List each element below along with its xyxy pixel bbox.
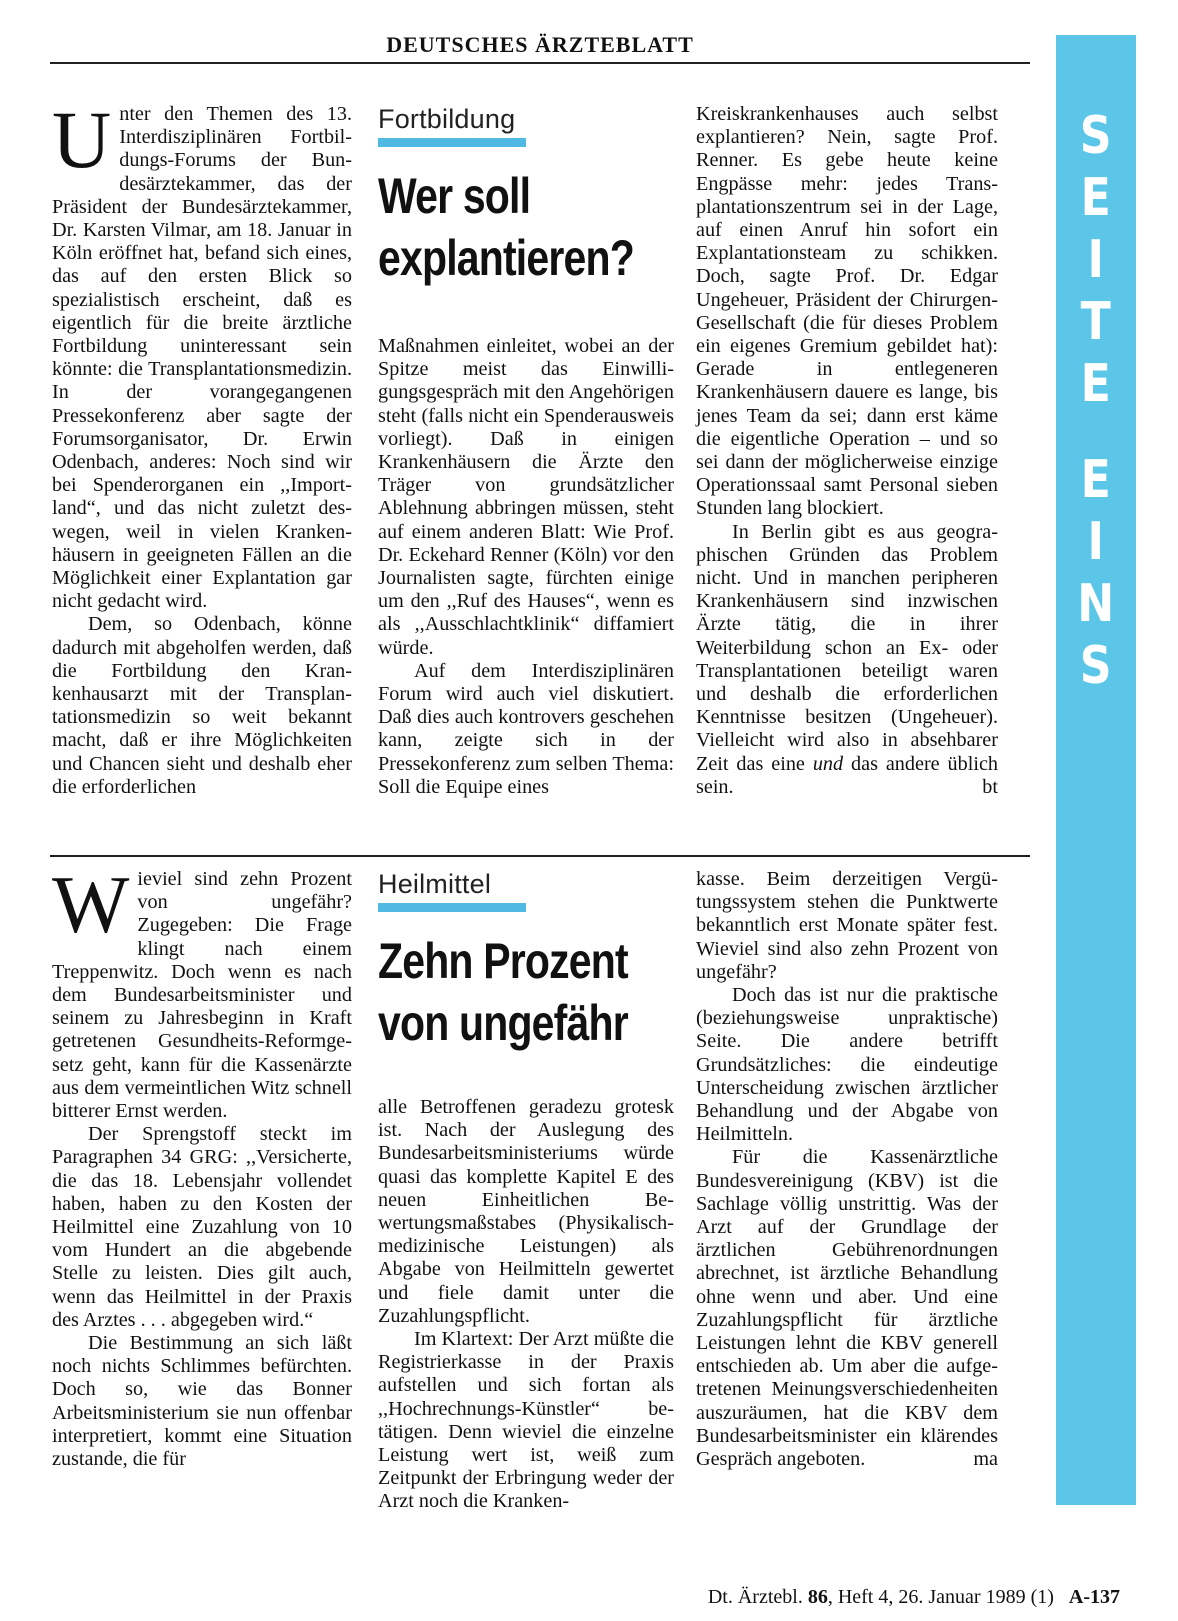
article1-column-1 — [52, 94, 352, 799]
sidebar-letter: I — [1087, 512, 1105, 572]
category-bar — [378, 903, 526, 912]
author-sign: bt — [982, 775, 998, 798]
sidebar-letter: T — [1080, 292, 1112, 352]
article-divider — [50, 855, 1030, 857]
article1-paragraph-5: Kreiskrankenhauses auch selbst explantieren? Nein, sagte Prof. Renner. Es gebe heute keine Engpässe mehr: jedes Transplantationszentrum sei in der Lage, auf einen Anruf hin sofort ein Explantationsteam zu schikken. Doch, sagte Prof. Dr. Edgar Ungeheuer, Präsident der Chirurgen-Gesellschaft (die für dieses Problem ein eigenes Gremium gebildet hat): Gerade in entlegeneren Krankenhäusern dauere es lange, bis jenes Team da sei; dann erst käme die eigentliche Operation – und so sei dann der möglicherweise einzige Operationssaal samt Personal sieben Stunden lang blockiert. — [696, 103, 998, 520]
article2-paragraph-1: Wieviel sind zehn Prozent von ungefähr? Zugegeben: Die Frage klingt nach einem Treppenwitz. Doch wenn es nach dem Bundesarbeitsminister und seinem zu Jahresbeginn in Kraft getretenen Gesundheits-Reformgesetz geht, kann für die Kassenärzte aus dem vermeintlichen Witz schnell bitterer Ernst werden. — [52, 859, 352, 1123]
article2-column-3 — [696, 868, 998, 1471]
category-bar — [378, 138, 526, 147]
article2-paragraph-6: kasse. Beim derzeitigen Vergütungssystem stehen die Punktwerte bekanntlich erst Monate später fest. Wieviel sind also zehn Prozent von ungefähr? — [696, 868, 998, 983]
sidebar-letter: E — [1080, 450, 1112, 510]
article1-category: Fortbildung — [378, 104, 516, 134]
article1-paragraph-6: In Berlin gibt es aus geographischen Gründen das Problem nicht. Und in manchen peripheren Krankenhäusern sind inzwischen Ärzte tätig, die in ihrer Weiterbildung schon an Ex- oder Transplantationen beteiligt waren und deshalb die erforderlichen Kenntnisse besitzen (Ungeheuer). Vielleicht wird also in absehbarer Zeit das eine und das andere üblich sein. bt — [696, 520, 999, 798]
dropcap: U — [52, 94, 112, 185]
article2-column-2 — [378, 868, 674, 1514]
page-footer: Dt. Ärztebl. 86, Heft 4, 26. Januar 1989 (1) A-137 — [707, 1586, 1120, 1608]
sidebar-letter: S — [1080, 106, 1112, 166]
article2-paragraph-3: Die Bestimmung an sich läßt noch nichts Schlimmes befürchten. Doch so, wie das Bonner Arbeitsministerium sie nun offenbar interpretiert, kommt eine Situation zustande, die für — [52, 1332, 352, 1471]
sidebar-letter: I — [1087, 230, 1105, 290]
sidebar-letter: E — [1080, 354, 1112, 414]
article1-paragraph-1: Unter den Themen des 13. Interdisziplinären Fortbildungs-Forums der Bundesärztekammer, das der Präsident der Bundesärztekammer, Dr. Karsten Vilmar, am 18. Januar in Köln eröffnet hat, befand sich eines, das auf den ersten Blick so spezialistisch erscheint, daß es eigentlich für die breite ärztliche Fortbildung uninteressant sein könnte: die Transplantationsmedizin. In der vorangegangenen Pressekonferenz aber sagte der Forumsorganisator, Dr. Erwin Odenbach, anderes: Noch sind wir bei Spenderorganen ein ,,Importland“, und das nicht zuletzt deswegen, weil in vielen Krankenhäusern in geeigneten Fällen an die Möglichkeit einer Explantation gar nicht gedacht wird. — [52, 94, 352, 613]
article2-headline: Zehn Prozent von ungefähr — [378, 933, 628, 1051]
article1-column-3 — [696, 103, 998, 799]
page-number: A-137 — [1068, 1586, 1120, 1608]
dropcap: W — [52, 859, 130, 950]
sidebar-letter: S — [1080, 636, 1112, 696]
article2-paragraph-5: Im Klartext: Der Arzt müßte die Registrierkasse in der Praxis aufstellen und sich fortan als ,,Hochrechnungs-Künstler“ betätigen. Denn wieviel die einzelne Leistung wert ist, weiß zum Zeitpunkt der Erbringung weder der Arzt noch die Kranken- — [378, 1328, 674, 1513]
article2-paragraph-4: alle Betroffenen geradezu grotesk ist. Nach der Auslegung des Bundesarbeitsministeriums würde quasi das komplette Kapitel E des neuen Einheitlichen Bewertungsmaßstabes (Physikalisch-medizinische Leistungen) als Abgabe von Heilmitteln gewertet und fiele damit unter die Zuzahlungspflicht. — [378, 1096, 674, 1327]
article2-paragraph-7: Doch das ist nur die praktische (beziehungsweise unpraktische) Seite. Die andere betrifft Grundsätzliches: die eindeutige Unterscheidung zwischen ärztlicher Behandlung und der Abgabe von Heilmitteln. — [696, 984, 998, 1146]
article2-category: Heilmittel — [378, 869, 492, 899]
article1-headline: Wer soll explantieren? — [378, 168, 634, 286]
article2-column-1 — [52, 859, 352, 1471]
article1-column-2 — [378, 103, 674, 799]
article2-paragraph-2: Der Sprengstoff steckt im Paragraphen 34 GRG: ,,Versicherte, die das 18. Lebensjahr vollendet haben, haben zu den Kosten der Heilmittel eine Zuzahlung von 10 vom Hundert an die abgebende Stelle zu leisten. Dies gilt auch, wenn das Heilmittel in der Praxis des Arztes . . . abgegeben wird.“ — [52, 1123, 352, 1331]
sidebar-letter: E — [1080, 168, 1112, 228]
article1-paragraph-3: Maßnahmen einleitet, wobei an der Spitze meist das Einwilligungsgespräch mit den Angehörigen steht (falls nicht ein Spenderausweis vorliegt). Daß in einigen Krankenhäusern die Ärzte den Träger von grundsätzlicher Ablehnung abbringen müssen, steht auf einem anderen Blatt: Wie Prof. Dr. Eckehard Renner (Köln) vor den Journalisten sagte, fürchten einige um den ,,Ruf des Hauses“, wenn es als ,,Ausschlachtklinik“ diffamiert würde. — [378, 335, 674, 659]
article1-paragraph-2: Dem, so Odenbach, könne dadurch mit abgeholfen werden, daß die Fortbildung den Krankenhausarzt mit der Transplantationsmedizin so weit bekannt macht, daß er ihre Möglichkeiten und Chancen sieht und deshalb eher die erforderlichen — [52, 613, 352, 798]
author-sign: ma — [973, 1448, 998, 1471]
sidebar-letter: N — [1077, 574, 1115, 634]
masthead: DEUTSCHES ÄRZTEBLATT — [50, 30, 1030, 64]
article1-paragraph-4: Auf dem Interdisziplinären Forum wird auch viel diskutiert. Daß dies auch kontrovers geschehen kann, zeigte sich in der Pressekonferenz zum selben Thema: Soll die Equipe eines — [378, 659, 674, 798]
article2-paragraph-8: Für die Kassenärztliche Bundesvereinigung (KBV) ist die Sachlage völlig unstrittig. Was der Arzt auf der Grundlage der ärztlichen Gebührenordnungen abrechnet, ist ärztliche Behandlung ohne wenn und aber. Und eine Zuzahlungspflicht für ärztliche Leistungen lehnt die KBV generell entschieden ab. Um aber die aufgetretenen Meinungsverschiedenheiten auszuräumen, hat die KBV dem Bundesarbeitsminister ein klärendes Gespräch angeboten. ma — [696, 1146, 998, 1471]
sidebar-letters — [1056, 105, 1136, 697]
seite-eins-sidebar — [1056, 35, 1136, 1505]
